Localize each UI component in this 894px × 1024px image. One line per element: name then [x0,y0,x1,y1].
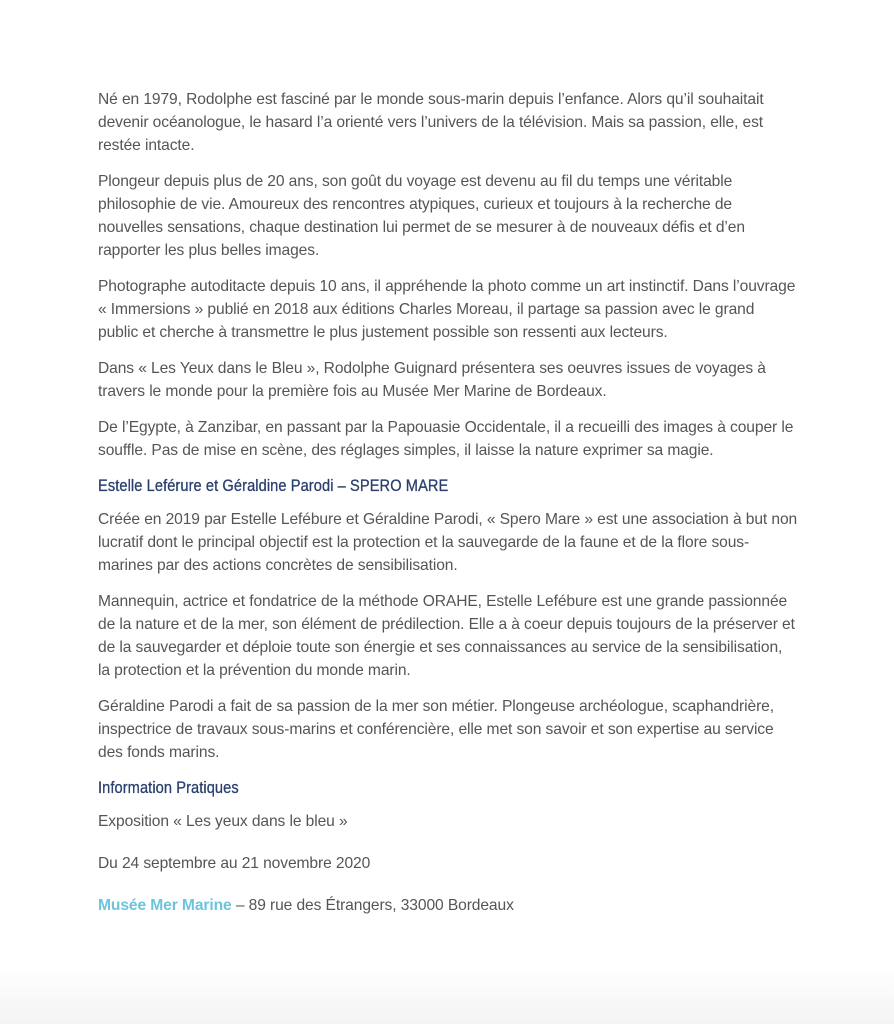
exhibition-title: Exposition « Les yeux dans le bleu » [98,813,348,830]
paragraph-geraldine-parodi: Géraldine Parodi a fait de sa passion de la mer son métier. Plongeuse archéologue, scaphandrière, inspectrice de travaux sous-marins et conférencière, elle met son savoir et son expertise au service des fonds marins. [98,698,774,761]
paragraph-destinations: De l’Egypte, à Zanzibar, en passant par la Papouasie Occidentale, il a recueilli des images à couper le souffle. Pas de mise en scène, des réglages simples, il laisse la nature exprimer sa magie. [98,419,794,459]
heading-information-pratiques: Information Pratiques [98,778,239,797]
paragraph-estelle-lefebure: Mannequin, actrice et fondatrice de la méthode ORAHE, Estelle Lefébure est une grande passionnée de la nature et de la mer, son élément de prédilection. Elle a à coeur depuis toujours de la préserver et de la sauvegarder et déploie toute son énergie et ses connaissances au service de la sensibilisation, la protection et la prévention du monde marin. [98,593,795,679]
paragraph-photographer: Photographe autoditacte depuis 10 ans, il appréhende la photo comme un art instinctif. Dans l’ouvrage « Immersions » publié en 2018 aux éditions Charles Moreau, il partage sa passion avec le grand public et cherche à transmettre le plus justement possible son ressenti aux lecteurs. [98,278,796,341]
exhibition-dates: Du 24 septembre au 21 novembre 2020 [98,855,371,872]
article-body [98,88,798,930]
venue-line [98,894,798,917]
paragraph-exhibition-intro: Dans « Les Yeux dans le Bleu », Rodolphe Guignard présentera ses oeuvres issues de voyages à travers le monde pour la première fois au Musée Mer Marine de Bordeaux. [98,360,766,400]
venue-link[interactable]: Musée Mer Marine [98,897,232,914]
paragraph-birth: Né en 1979, Rodolphe est fasciné par le monde sous-marin depuis l’enfance. Alors qu’il souhaitait devenir océanologue, le hasard l’a orienté vers l’univers de la télévision. Mais sa passion, elle, est restée intacte. [98,91,764,154]
paragraph-diver: Plongeur depuis plus de 20 ans, son goût du voyage est devenu au fil du temps une véritable philosophie de vie. Amoureux des rencontres atypiques, curieux et toujours à la recherche de nouvelles sensations, chaque destination lui permet de se mesurer à de nouveaux défis et d’en rapporter les plus belles images. [98,173,745,259]
paragraph-spero-mare-founding: Créée en 2019 par Estelle Lefébure et Géraldine Parodi, « Spero Mare » est une association à but non lucratif dont le principal objectif est la protection et la sauvegarde de la faune et de la flore sous-marines par des actions concrètes de sensibilisation. [98,511,798,574]
heading-spero-mare: Estelle Leférure et Géraldine Parodi – SPERO MARE [98,476,449,495]
bottom-fade [0,964,894,1024]
venue-address: – 89 rue des Étrangers, 33000 Bordeaux [231,897,514,914]
